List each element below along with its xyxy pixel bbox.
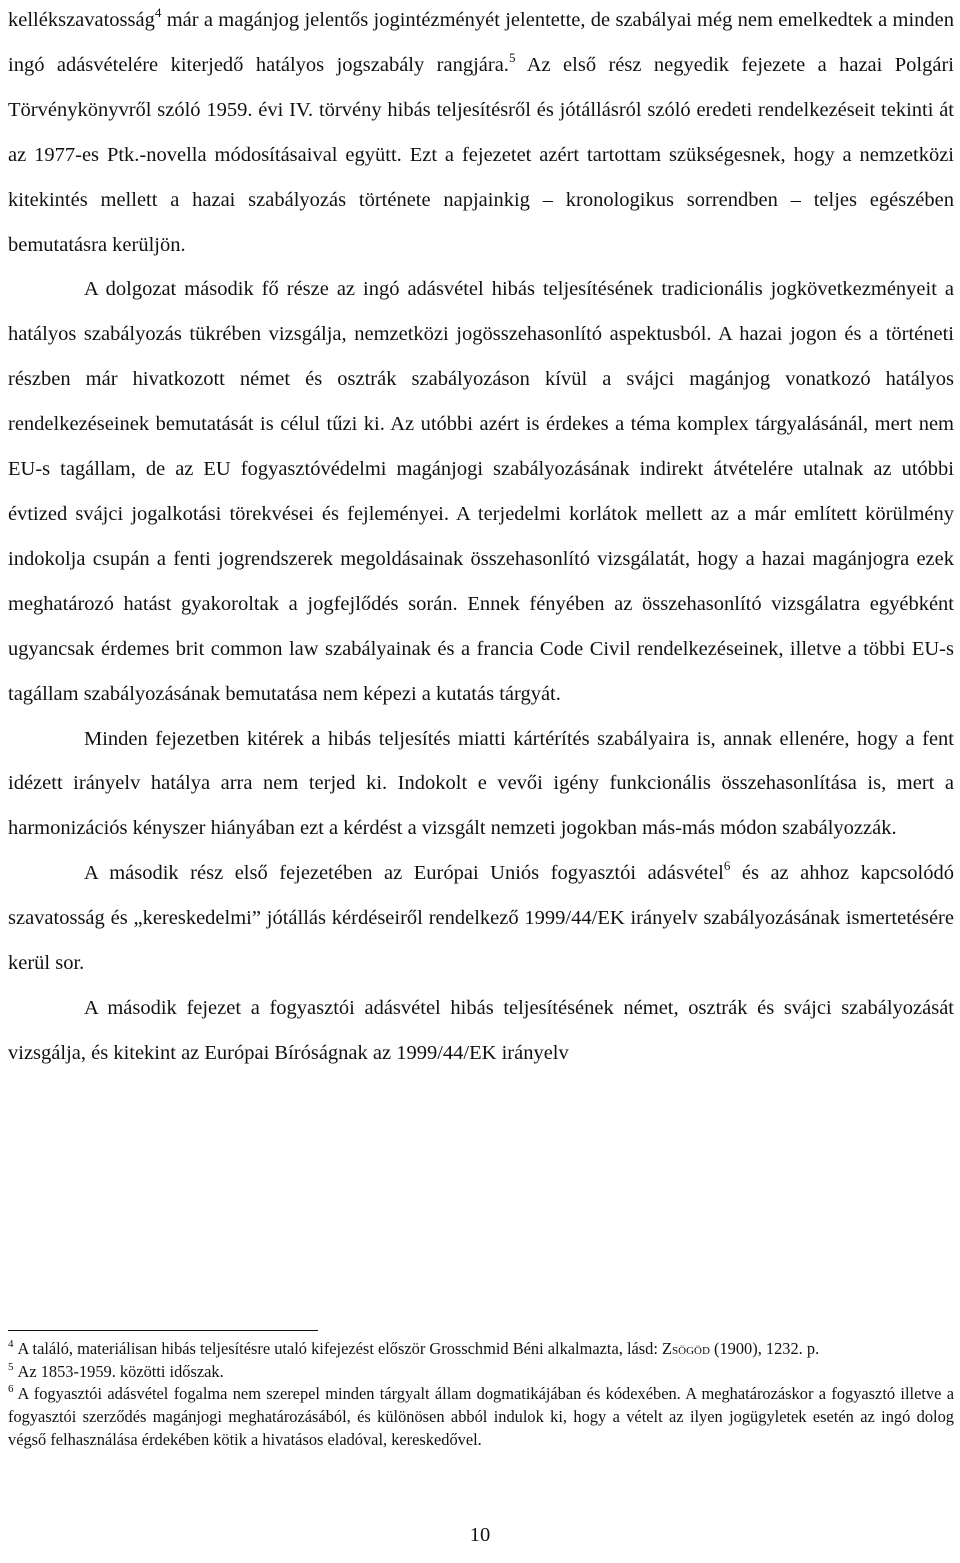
page-number: 10 bbox=[469, 1524, 491, 1546]
footnote-ref-5[interactable]: 5 bbox=[508, 49, 516, 65]
footnote-4-rest: (1900), 1232. p. bbox=[709, 1339, 820, 1358]
footnote-5-number: 5 bbox=[8, 1360, 14, 1373]
page-body bbox=[8, 0, 954, 1076]
footnote-separator bbox=[8, 1330, 318, 1331]
footnote-6-number: 6 bbox=[8, 1383, 14, 1396]
paragraph-2: A dolgozat második fő része az ingó adásvétel hibás teljesítésének tradicionális jogkövetkezményeit a hatályos szabályozás tükrében vizsgálja, nemzetközi jogösszehasonlító aspektusból. A hazai jogon és a történeti részben már hivatkozott német és osztrák szabályozáson kívül a svájci magánjog vonatkozó hatályos rendelkezéseinek bemutatását is célul tűzi ki. Az utóbbi azért is érdekes a téma komplex tárgyalásánál, mert nem EU-s tagállam, de az EU fogyasztóvédelmi magánjogi szabályozásának indirekt átvételére utalnak az utóbbi évtized svájci jogalkotási törekvései és fejleményei. A terjedelmi korlátok mellett az a már említett körülmény indokolja csupán a fenti jogrendszerek megoldásainak összehasonlító vizsgálatát, hogy a hazai magánjogra ezek meghatározó hatást gyakoroltak a jogfejlődés során. Ennek fényében az összehasonlító vizsgálatra egyébként ugyancsak érdemes brit common law szabályainak és a francia Code Civil rendelkezéseinek, illetve a többi EU-s tagállam szabályozásának bemutatása nem képezi a kutatás tárgyát. bbox=[8, 278, 954, 705]
paragraph-4-part-2: és az ahhoz kapcsolódó szavatosság és „kereskedelmi” jótállás kérdéseiről rendelkező 1999/44/EK irányelv szabályozásának ismertetésére kerül sor. bbox=[8, 862, 954, 975]
footnote-4-author: Zsögöd bbox=[662, 1339, 710, 1358]
paragraph-4 bbox=[8, 851, 954, 986]
footnote-6 bbox=[8, 1383, 954, 1451]
footnote-4 bbox=[8, 1338, 954, 1361]
footnote-5-text: Az 1853-1959. közötti időszak. bbox=[17, 1361, 224, 1381]
footnote-4-text: A találó, materiálisan hibás teljesítésre utaló kifejezést először Grosschmid Béni alkalmazta, lásd: bbox=[17, 1339, 662, 1358]
footnotes bbox=[8, 1338, 954, 1452]
paragraph-4-part-1: A második rész első fejezetében az Európai Uniós fogyasztói adásvétel bbox=[84, 862, 724, 885]
paragraph-1 bbox=[8, 0, 954, 267]
paragraph-5: A második fejezet a fogyasztói adásvétel hibás teljesítésének német, osztrák és svájci szabályozását vizsgálja, és kitekint az Európai Bíróságnak az 1999/44/EK irányelv bbox=[8, 996, 954, 1064]
paragraph-3: Minden fejezetben kitérek a hibás teljesítés miatti kártérítés szabályaira is, annak ellenére, hogy a fent idézett irányelv hatálya arra nem terjed ki. Indokolt e vevői igény funkcionális összehasonlítása is, mert a harmonizációs kényszer hiányában ezt a kérdést a vizsgált nemzeti jogokban más-más módon szabályozzák. bbox=[8, 727, 954, 840]
footnote-ref-4[interactable]: 4 bbox=[154, 5, 162, 20]
footnote-6-text: A fogyasztói adásvétel fogalma nem szerepel minden tárgyalt állam dogmatikájában és kódexében. A meghatározáskor a fogyasztó illetve a fogyasztói szerződés magánjogi meghatározásából, és különösen abból indulok ki, hogy a vételt az ilyen jogügyletek esetén az ingó dolog végső felhasználása érdekében kötik a hivatásos eladóval, kereskedővel. bbox=[8, 1384, 954, 1449]
footnote-ref-6[interactable]: 6 bbox=[723, 858, 731, 874]
footnote-5 bbox=[8, 1361, 954, 1384]
paragraph-1-part-3: Az első rész negyedik fejezete a hazai Polgári Törvénykönyvről szóló 1959. évi IV. törvény hibás teljesítésről és jótállásról szóló eredeti rendelkezéseit tekinti át az 1977-es Ptk.-novella módosításaival együtt. Ezt a fejezetet azért tartottam szükségesnek, hogy a nemzetközi kitekintés mellett a hazai szabályozás története napjainkig – kronologikus sorrendben – teljes egészében bemutatásra kerüljön. bbox=[8, 53, 954, 256]
paragraph-1-part-2: már a magánjog jelentős jogintézményét jelentette, de szabályai még nem emelkedtek a minden ingó adásvételére kiterjedő hatályos jogszabály rangjára. bbox=[8, 9, 954, 76]
footnote-4-number: 4 bbox=[8, 1338, 14, 1350]
paragraph-1-part-1: kellékszavatosság bbox=[8, 9, 155, 31]
